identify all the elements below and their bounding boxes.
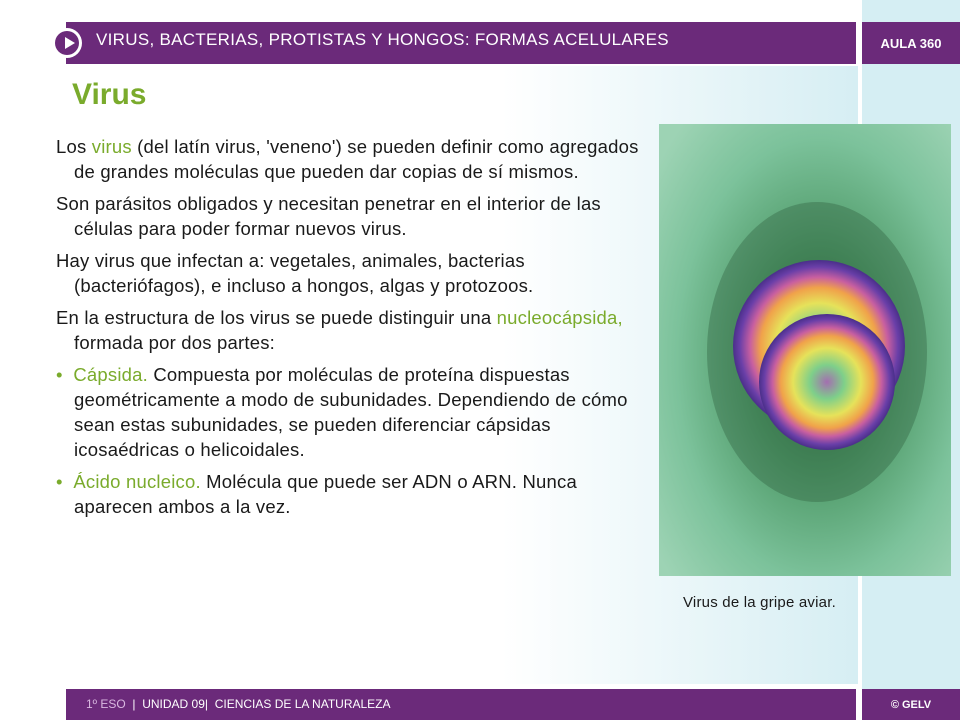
paragraph-hosts: Hay virus que infectan a: vegetales, animales, bacterias (bacteriófagos), e incluso a hongos, algas y protozoos. — [56, 250, 534, 296]
footer-unit: UNIDAD 09| — [142, 697, 209, 711]
header-title: VIRUS, BACTERIAS, PROTISTAS Y HONGOS: FORMAS ACELULARES — [96, 30, 669, 49]
slide-title: Virus — [72, 78, 147, 111]
footer-copyright: © GELV — [862, 689, 960, 720]
paragraph-definition — [56, 134, 656, 184]
p4-text-c: formada por dos partes: — [74, 332, 276, 353]
term-nucleocapsida: nucleocápsida, — [496, 307, 623, 328]
bullet-icon: • — [56, 471, 74, 492]
bullet-acido-nucleico — [56, 469, 656, 519]
paragraph-parasites: Son parásitos obligados y necesitan penetrar en el interior de las células para poder formar nuevos virus. — [56, 193, 601, 239]
bullet-capsida — [56, 362, 656, 462]
p1-text-a: Los — [56, 136, 92, 157]
footer-separator: | — [132, 697, 136, 711]
image-caption: Virus de la gripe aviar. — [683, 594, 836, 611]
capsida-text: Compuesta por moléculas de proteína dispuestas geométricamente a modo de subunidades. Dependiendo de cómo sean estas subunidades, se pueden diferenciar cápsidas icosaédricas o helicoidales. — [74, 364, 628, 460]
acido-nucleico-text: Molécula que puede ser ADN o ARN. Nunca aparecen ambos a la vez. — [74, 471, 577, 517]
paragraph-structure — [56, 305, 656, 355]
term-acido-nucleico: Ácido nucleico. — [73, 471, 201, 492]
p1-text-c: (del latín virus, 'veneno') se pueden definir como agregados de grandes moléculas que pueden dar copias de sí mismos. — [74, 136, 639, 182]
play-icon[interactable] — [52, 28, 82, 58]
virus-micrograph — [659, 124, 951, 576]
footer-text — [86, 697, 391, 711]
bullet-icon: • — [56, 364, 74, 385]
term-capsida: Cápsida. — [73, 364, 148, 385]
term-virus: virus — [91, 136, 132, 157]
play-icon-circle — [55, 31, 79, 55]
slide-content — [56, 134, 656, 526]
p4-text-a: En la estructura de los virus se puede distinguir una — [56, 307, 497, 328]
virus-particle-2 — [759, 314, 895, 450]
footer-subject: CIENCIAS DE LA NATURALEZA — [214, 697, 391, 711]
play-triangle — [65, 37, 75, 49]
footer-grade: 1º ESO — [86, 697, 126, 711]
aula-badge: AULA 360 — [862, 22, 960, 64]
